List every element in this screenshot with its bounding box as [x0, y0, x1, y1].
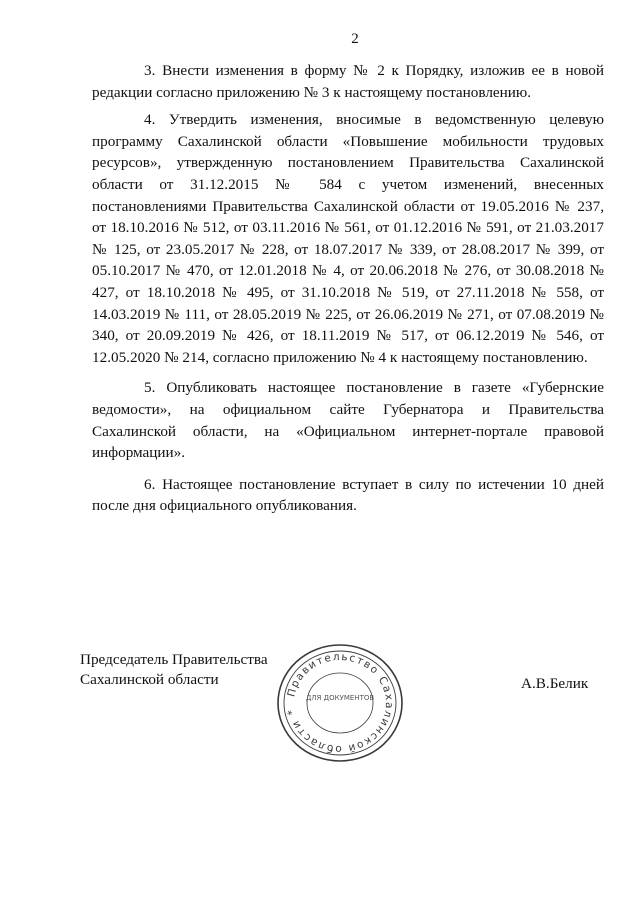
signer-name: А.В.Белик	[521, 675, 589, 692]
document-body	[92, 60, 604, 517]
paragraph-5: 5. Опубликовать настоящее постановление в газете «Губернские ведомости», на официальном сайте Губернатора и Правительства Сахалинской области, на «Официальном интернет-портале правовой информации».	[92, 379, 604, 462]
seal-ring-text: Правительство Сахалинской области *	[285, 650, 396, 756]
page-number: 2	[351, 31, 359, 47]
seal-center-text: ДЛЯ ДОКУМЕНТОВ	[305, 694, 375, 702]
signer-title: Председатель Правительства Сахалинской области	[80, 651, 268, 688]
svg-text:Правительство Сахалинской обла	[285, 651, 395, 755]
paragraph-6: 6. Настоящее постановление вступает в силу по истечении 10 дней после дня официального опубликования.	[92, 475, 604, 515]
official-seal-icon	[275, 642, 405, 764]
paragraph-3: 3. Внести изменения в форму № 2 к Порядку, изложив ее в новой редакции согласно приложению № 3 к настоящему постановлению.	[92, 62, 604, 101]
paragraph-4: 4. Утвердить изменения, вносимые в ведомственную целевую программу Сахалинской области «Повышение мобильности трудовых ресурсов», утвержденную постановлением Правительства Сахалинской области от 31.12.2015 № 584 с учетом изменений, внесенных постановлениями Правительства Сахалинской области от 19.05.2016 № 237, от 18.10.2016 № 512, от 03.11.2016 № 561, от 01.12.2016 № 591, от 21.03.2017 № 125, от 23.05.2017 № 228, от 18.07.2017 № 339, от 28.08.2017 № 399, от 05.10.2017 № 470, от 12.01.2018 № 4, от 20.06.2018 № 276, от 30.08.2018 № 427, от 18.10.2018 № 495, от 31.10.2018 № 519, от 27.11.2018 № 558, от 14.03.2019 № 111, от 28.05.2019 № 225, от 26.06.2019 № 271, от 07.08.2019 № 340, от 20.09.2019 № 426, от 18.11.2019 № 517, от 06.12.2019 № 546, от 12.05.2020 № 214, согласно приложению № 4 к настоящему постановлению.	[92, 111, 604, 366]
